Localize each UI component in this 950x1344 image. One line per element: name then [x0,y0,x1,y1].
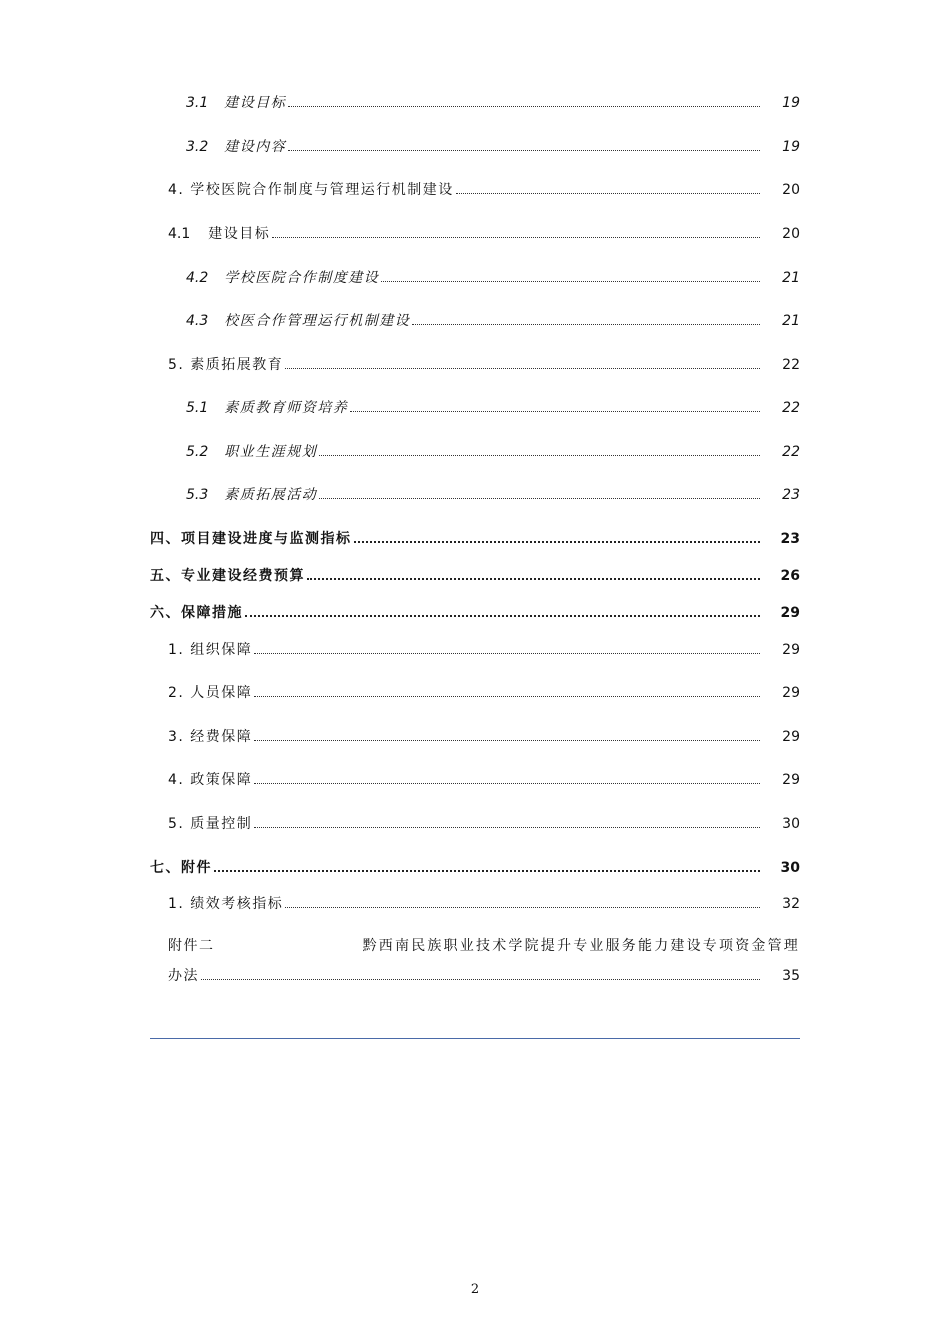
toc-section-entry[interactable] [150,565,800,585]
toc-entry-page: 22 [782,400,800,416]
toc-entry-number: 4.1 [168,226,191,242]
toc-entry-page: 30 [780,860,800,876]
toc-entry-page: 21 [782,313,800,329]
toc-leader-dots [285,907,760,908]
toc-entry[interactable] [186,92,800,112]
toc-appendix-entry-continued[interactable] [168,965,800,985]
toc-entry[interactable] [186,136,800,156]
appendix-label: 附件二 [168,938,215,954]
toc-entry[interactable] [168,639,800,659]
toc-entry-title: 职业生涯规划 [224,444,318,460]
toc-entry-page: 26 [780,568,800,584]
toc-leader-dots [381,281,760,282]
toc-appendix-entry[interactable] [168,937,800,955]
toc-entry[interactable] [168,813,800,833]
toc-entry-page: 23 [780,531,800,547]
footer-divider [150,1038,800,1039]
toc-entry-title: 七、附件 [150,860,212,876]
toc-entry-title: 建设目标 [224,95,287,111]
toc-section-entry[interactable] [150,857,800,877]
toc-entry-number: 5.1 [186,400,209,416]
toc-leader-dots [307,578,760,580]
toc-section-entry[interactable] [150,602,800,622]
toc-entry-page: 21 [782,270,800,286]
toc-entry[interactable] [186,310,800,330]
toc-leader-dots [254,740,760,741]
toc-entry[interactable] [168,893,800,913]
toc-entry-title: 5. 质量控制 [168,816,253,832]
toc-entry-page: 29 [782,685,800,701]
page-number: 2 [470,1282,480,1297]
toc-entry-title: 建设目标 [208,226,271,242]
toc-entry-page: 19 [782,95,800,111]
toc-leader-dots [288,106,760,107]
toc-entry-title: 3. 经费保障 [168,729,253,745]
toc-entry-title: 学校医院合作制度建设 [224,270,380,286]
toc-entry-page: 29 [782,772,800,788]
toc-entry-number: 3.1 [186,95,209,111]
toc-entry-page: 20 [782,226,800,242]
toc-entry-number: 5.2 [186,444,209,460]
toc-entry-title: 五、专业建设经费预算 [150,568,305,584]
toc-entry[interactable] [168,179,800,199]
toc-entry-page: 22 [782,357,800,373]
toc-entry[interactable] [168,769,800,789]
toc-entry-title: 1. 绩效考核指标 [168,896,284,912]
toc-entry-title: 四、项目建设进度与监测指标 [150,531,352,547]
toc-entry-number: 5.3 [186,487,209,503]
toc-leader-dots [285,368,760,369]
toc-entry-page: 19 [782,139,800,155]
toc-entry[interactable] [168,682,800,702]
toc-leader-dots [245,615,760,617]
toc-entry[interactable] [168,726,800,746]
toc-entry-page: 30 [782,816,800,832]
toc-leader-dots [354,541,761,543]
toc-leader-dots [254,653,760,654]
toc-entry[interactable] [186,267,800,287]
toc-entry-title: 4. 学校医院合作制度与管理运行机制建设 [168,182,454,198]
toc-entry[interactable] [186,397,800,417]
toc-leader-dots [201,979,760,980]
toc-section-entry[interactable] [150,528,800,548]
toc-entry-number: 4.3 [186,313,209,329]
toc-leader-dots [288,150,760,151]
toc-entry-number: 3.2 [186,139,209,155]
toc-entry-number: 4.2 [186,270,209,286]
appendix-title: 黔西南民族职业技术学院提升专业服务能力建设专项资金管理 [362,938,800,954]
toc-entry-title: 4. 政策保障 [168,772,253,788]
toc-entry[interactable] [168,223,800,243]
toc-leader-dots [214,870,760,872]
toc-leader-dots [254,827,760,828]
toc-entry[interactable] [186,441,800,461]
toc-entry[interactable] [168,354,800,374]
toc-entry-title: 六、保障措施 [150,605,243,621]
toc-entry-page: 29 [782,642,800,658]
toc-entry-page: 35 [782,968,800,984]
toc-entry-title: 建设内容 [224,139,287,155]
toc-entry-title: 5. 素质拓展教育 [168,357,284,373]
toc-entry-title: 校医合作管理运行机制建设 [224,313,411,329]
toc-leader-dots [350,411,760,412]
toc-entry-title: 1. 组织保障 [168,642,253,658]
toc-entry-title: 素质教育师资培养 [224,400,349,416]
appendix-title-continued: 办法 [168,968,199,984]
toc-entry-page: 29 [782,729,800,745]
toc-entry-page: 29 [780,605,800,621]
toc-leader-dots [319,455,760,456]
toc-entry-title: 2. 人员保障 [168,685,253,701]
toc-entry-page: 20 [782,182,800,198]
toc-entry-page: 32 [782,896,800,912]
toc-leader-dots [319,498,760,499]
toc-leader-dots [412,324,760,325]
toc-leader-dots [254,696,760,697]
toc-entry-page: 22 [782,444,800,460]
toc-leader-dots [272,237,760,238]
toc-entry-title: 素质拓展活动 [224,487,318,503]
toc-entry[interactable] [186,484,800,504]
toc-entry-page: 23 [782,487,800,503]
toc-leader-dots [254,783,760,784]
toc-leader-dots [456,193,760,194]
